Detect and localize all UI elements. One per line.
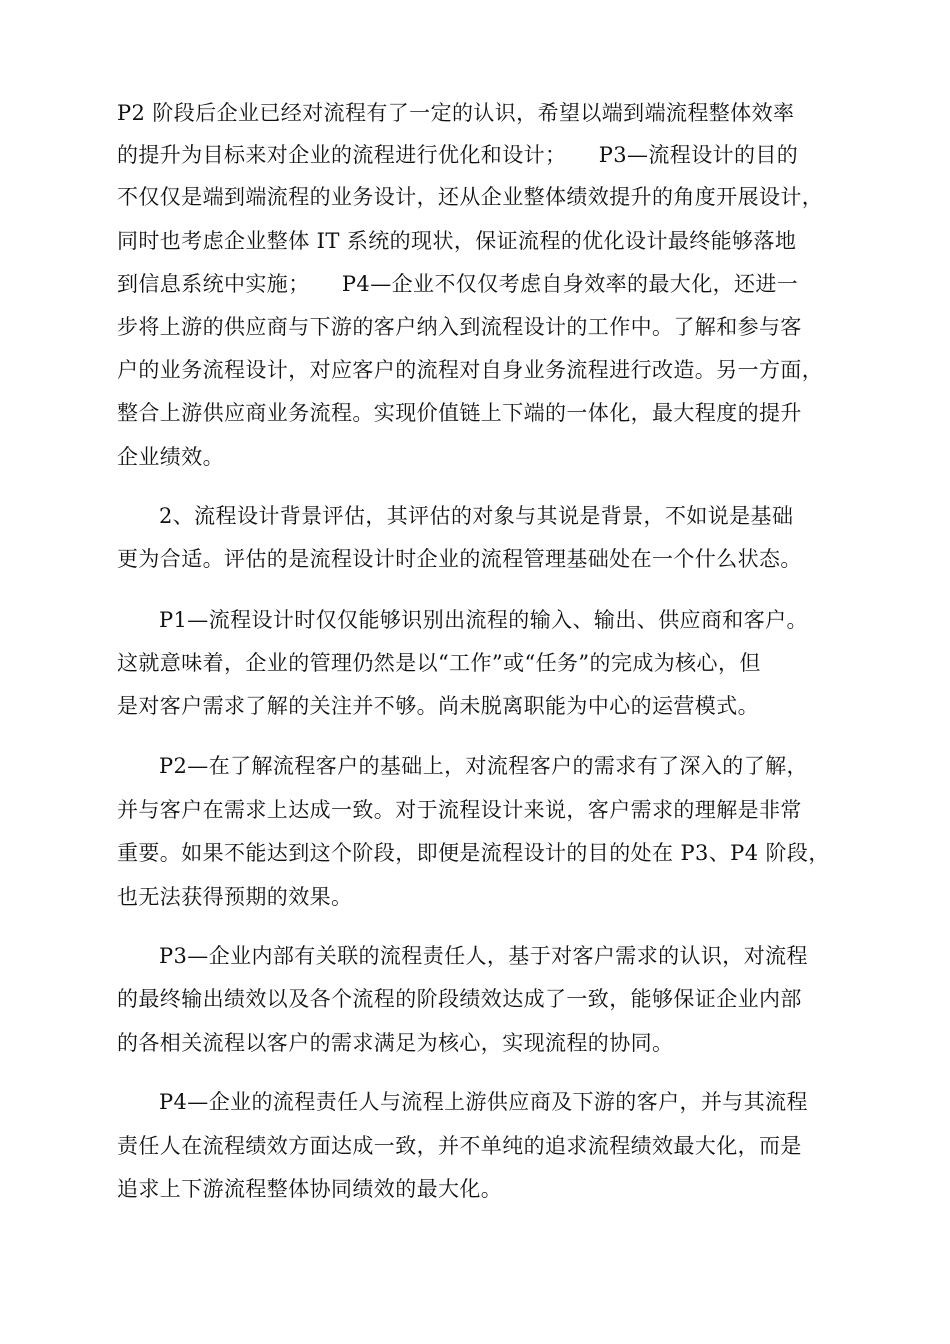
- text-line: P2—在了解流程客户的基础上，对流程客户的需求有了深入的了解，: [159, 754, 808, 778]
- text-line: 的最终输出绩效以及各个流程的阶段绩效达成了一致，能够保证企业内部: [117, 987, 802, 1011]
- text-line: 的各相关流程以客户的需求满足为核心，实现流程的协同。: [117, 1031, 674, 1055]
- text-line: 整合上游供应商业务流程。实现价值链上下端的一体化，最大程度的提升: [117, 401, 802, 425]
- text-line: 不仅仅是端到端流程的业务设计，还从企业整体绩效提升的角度开展设计，: [117, 185, 824, 209]
- text-line: P3—企业内部有关联的流程责任人，基于对客户需求的认识，对流程: [159, 944, 808, 968]
- text-line: P1—流程设计时仅仅能够识别出流程的输入、输出、供应商和客户。: [159, 608, 808, 632]
- text-line: 也无法获得预期的效果。: [117, 885, 353, 909]
- text-line: 责任人在流程绩效方面达成一致，并不单纯的追求流程绩效最大化，而是: [117, 1134, 802, 1158]
- text-line: 户的业务流程设计，对应客户的流程对自身业务流程进行改造。另一方面，: [117, 358, 824, 382]
- text-line: 并与客户在需求上达成一致。对于流程设计来说，客户需求的理解是非常: [117, 798, 802, 822]
- text-line: 追求上下游流程整体协同绩效的最大化。: [117, 1177, 503, 1201]
- text-line: 的提升为目标来对企业的流程进行优化和设计； P3—流程设计的目的: [117, 143, 799, 167]
- text-line: 是对客户需求了解的关注并不够。尚未脱离职能为中心的运营模式。: [117, 694, 759, 718]
- text-line: 更为合适。评估的是流程设计时企业的流程管理基础处在一个什么状态。: [117, 547, 802, 571]
- text-line: 同时也考虑企业整体 IT 系统的现状，保证流程的优化设计最终能够落地: [117, 229, 797, 253]
- text-line: 到信息系统中实施； P4—企业不仅仅考虑自身效率的最大化，还进一: [117, 272, 799, 296]
- text-line: 步将上游的供应商与下游的客户纳入到流程设计的工作中。了解和参与客: [117, 315, 802, 339]
- text-line: P2 阶段后企业已经对流程有了一定的认识，希望以端到端流程整体效率: [117, 101, 795, 125]
- text-line: 企业绩效。: [117, 445, 224, 469]
- text-line: P4—企业的流程责任人与流程上游供应商及下游的客户，并与其流程: [159, 1090, 808, 1114]
- text-line: 这就意味着，企业的管理仍然是以“工作”或“任务”的完成为核心，但: [117, 651, 761, 675]
- text-line: 重要。如果不能达到这个阶段，即便是流程设计的目的处在 P3、P4 阶段，: [117, 841, 830, 865]
- text-line: 2、流程设计背景评估，其评估的对象与其说是背景，不如说是基础: [159, 504, 794, 528]
